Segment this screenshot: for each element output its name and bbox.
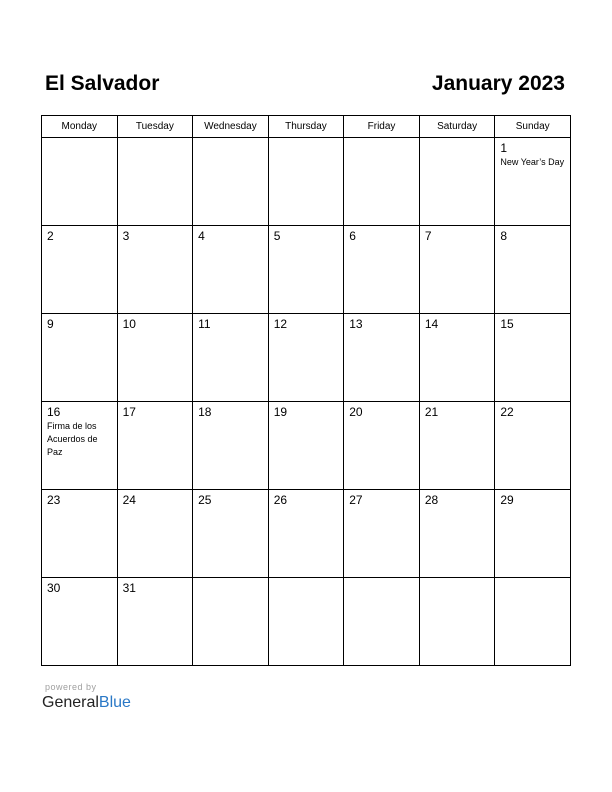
day-cell [117,138,193,226]
day-cell [495,314,571,402]
day-cell [268,226,344,314]
day-number: 23 [47,493,61,507]
holiday-label: New Year’s Day [500,157,565,167]
day-cell [193,138,269,226]
day-cell [117,314,193,402]
day-cell [495,402,571,490]
day-number: 25 [198,493,212,507]
day-cell [419,402,495,490]
day-number: 26 [273,493,288,507]
month-title: January 2023 [431,72,565,95]
day-number: 21 [424,405,439,419]
week-row [42,578,571,666]
powered-by-label: powered by [45,682,97,692]
holiday-label: Firma de los Acuerdos de Paz [47,421,98,457]
day-number: 13 [349,317,363,331]
weekday-header-row [42,116,571,138]
day-number: 9 [47,317,54,331]
week-row [42,226,571,314]
day-number: 5 [273,229,281,243]
day-cell [495,138,571,226]
day-cell [42,490,118,578]
day-cell [419,138,495,226]
day-cell [344,226,420,314]
day-cell [495,226,571,314]
day-cell [344,314,420,402]
day-cell [344,490,420,578]
week-row [42,314,571,402]
day-cell [193,578,269,666]
day-cell [344,578,420,666]
weekday-header: Saturday [419,116,495,138]
weekday-header: Tuesday [117,116,193,138]
day-number: 12 [273,317,288,331]
day-number: 29 [500,493,514,507]
day-cell [193,402,269,490]
day-cell [193,314,269,402]
week-row [42,402,571,490]
day-number: 7 [424,229,432,243]
weekday-header: Friday [344,116,420,138]
country-title: El Salvador [45,72,160,95]
day-number: 28 [424,493,439,507]
day-cell [344,402,420,490]
day-cell [193,490,269,578]
week-row [42,490,571,578]
day-number: 24 [122,493,136,507]
day-number: 20 [349,405,363,419]
day-cell [42,402,118,490]
day-number: 8 [500,229,508,243]
day-cell [117,402,193,490]
day-number: 30 [47,581,61,595]
day-cell [193,226,269,314]
day-cell [268,138,344,226]
day-cell [268,490,344,578]
day-number: 18 [198,405,212,419]
day-cell [42,226,118,314]
day-cell [42,138,118,226]
day-number: 1 [500,141,508,155]
day-cell [419,578,495,666]
day-number: 15 [500,317,514,331]
day-number: 22 [500,405,514,419]
weekday-header: Sunday [495,116,571,138]
day-cell [419,314,495,402]
day-number: 10 [122,317,136,331]
generalblue-logo[interactable] [42,693,131,713]
day-number: 4 [198,229,205,243]
weekday-header: Monday [42,116,118,138]
day-cell [42,314,118,402]
brand-name-part1: General [42,694,99,711]
day-cell [419,490,495,578]
day-cell [268,578,344,666]
brand-name-part2: Blue [98,694,131,711]
day-cell [268,402,344,490]
day-cell [344,138,420,226]
day-cell [117,578,193,666]
day-cell [495,578,571,666]
day-number: 11 [198,317,211,331]
weekday-header: Thursday [268,116,344,138]
calendar-grid [41,115,571,666]
day-cell [419,226,495,314]
day-number: 31 [122,581,136,595]
day-number: 19 [273,405,288,419]
day-cell [117,226,193,314]
day-number: 6 [349,229,356,243]
day-number: 14 [424,317,439,331]
day-number: 27 [349,493,363,507]
day-cell [495,490,571,578]
week-row [42,138,571,226]
day-cell [42,578,118,666]
day-number: 16 [47,405,61,419]
day-cell [117,490,193,578]
weekday-header: Wednesday [193,116,269,138]
day-cell [268,314,344,402]
day-number: 17 [122,405,136,419]
day-number: 2 [47,229,54,243]
day-number: 3 [122,229,130,243]
